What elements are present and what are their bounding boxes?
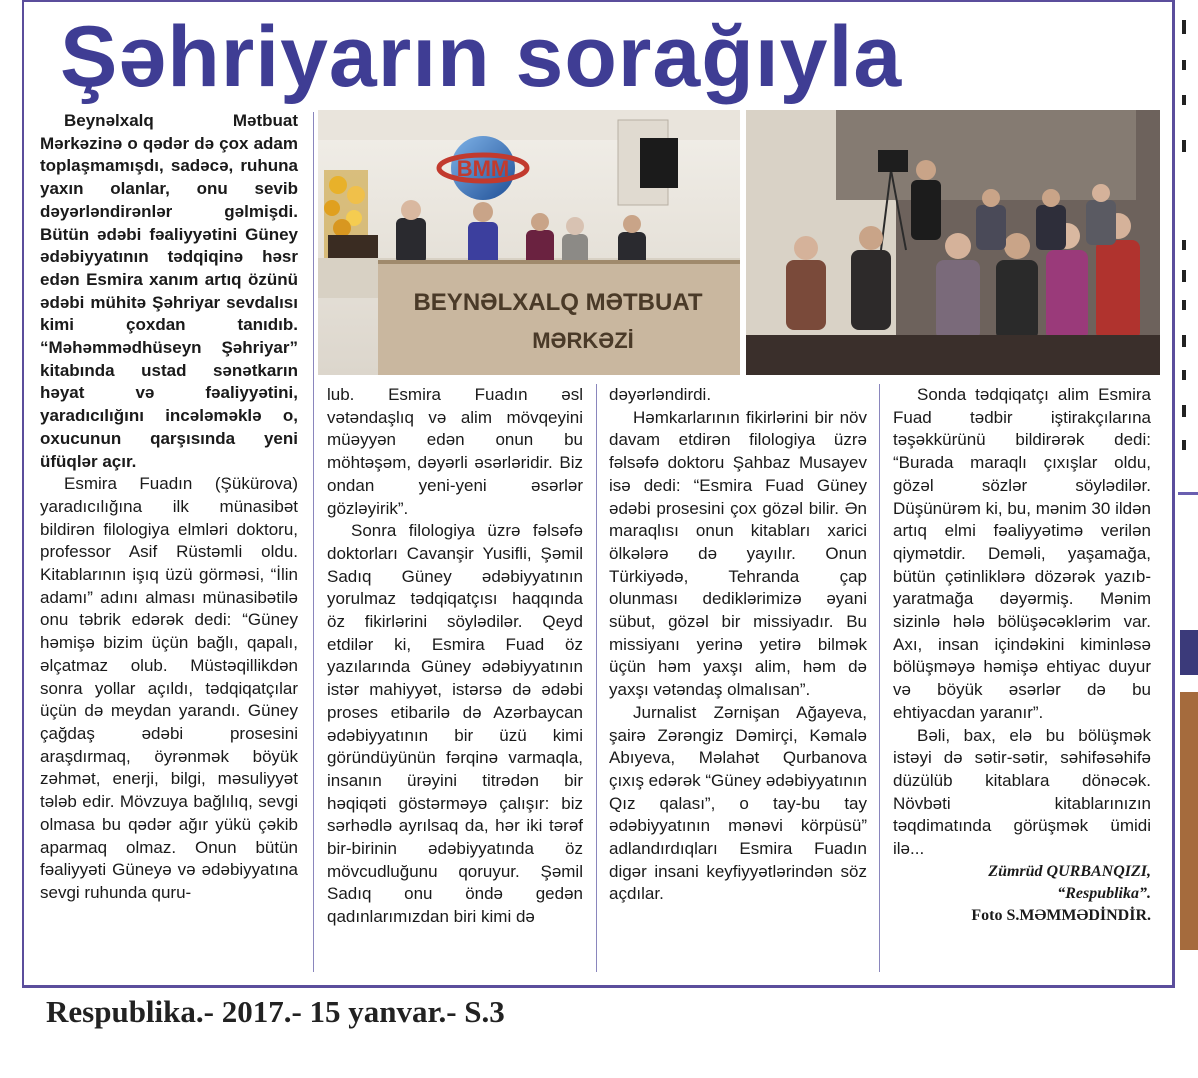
photo-credit: Foto S.MƏMMƏDİNDİR. <box>971 906 1151 924</box>
press-conference-photo <box>318 110 740 375</box>
article-column-4 <box>893 384 1151 927</box>
bottom-border <box>22 985 1175 988</box>
banner-line-2: MƏRKƏZİ <box>532 328 634 353</box>
column-divider <box>596 384 597 972</box>
article-column-1 <box>40 110 298 905</box>
source-citation: Respublika.- 2017.- 15 yanvar.- S.3 <box>46 994 505 1029</box>
column4-paragraph-1: Sonda tədqiqatçı alim Esmira Fuad tədbir iştirakçılarına təşəkkürünü bildirərək dedi: “Burada maraqlı çıxışlar oldu, gözəl sözlər söylədilər. Düşünürəm ki, bu, mənim 30 ildən artıq elmi fəaliyyətimə verilən qiymətdir. Deməli, yaşamağa, bütün çətinliklərə dözərək yazıb-yaratmağa dəyərmiş. Mənim sizinlə hələ bölüşəcəklərim var. Axı, insan içindəkini kiminləsə bölüşməyə həmişə ehtiyac duyur və böyük əsərlər də bu ehtiyacdan yaranır”. <box>893 385 1151 722</box>
article-lead: Beynəlxalq Mətbuat Mərkəzinə o qədər də çox adam toplaşmamışdı, sadəcə, ruhuna yaxın olanlar, onu sevib dəyərləndirənlər gəlmişdi. Bütün ədəbi fəaliyyətini Güney ədəbiyyatının tədqiqinə həsr edən Esmira xanım artıq özünü ədəbi mühitə Şəhriyar sevdalısı kimi çoxdan tanıdıb. “Məhəmmədhüseyn Şəhriyar” kitabında ustad sənətkarın həyat və fəaliyyətini, yaradıcılığını incələməklə o, oxucunun qarşısında yeni üfüqlər açır. <box>40 111 298 471</box>
right-border <box>1172 0 1175 985</box>
article-headline: Şəhriyarın sorağıyla <box>60 9 903 105</box>
column4-paragraph-2: Bəli, bax, elə bu bölüşmək istəyi də sətir-sətir, səhifəsəhifə düzülüb kitablara dönəcək. Növbəti kitablarınızın təqdimatında görüşmək ümidi ilə... <box>893 725 1151 859</box>
top-border <box>22 0 1175 2</box>
audience-photo <box>746 110 1160 375</box>
column3-paragraph-3: Jurnalist Zərnişan Ağayeva, şairə Zərəngiz Dəmirçi, Kəmalə Abıyeva, Məlahət Qurbanova çıxış edərək “Güney ədəbiyyatının Qız qalası”, o tay-bu tay ədəbiyyatının mənəvi körpüsü” adlandırdıqları Esmira Fuadın digər insani keyfiyyətlərindən söz açdılar. <box>609 702 867 904</box>
article-column-2 <box>327 384 583 929</box>
article-column-3 <box>609 384 867 906</box>
author-signature: Zümrüd QURBANQIZI, <box>988 862 1151 880</box>
banner-line-1: BEYNƏLXALQ MƏTBUAT <box>413 289 703 316</box>
column2-paragraph-2: Sonra filologiya üzrə fəlsəfə doktorları Cavanşir Yusifli, Şəmil Sadıq Güney ədəbiyyatının yorulmaz tədqiqatçısı haqqında öz fikirlərini söylədilər. Qeyd etdilər ki, Esmira Fuad öz yazılarında Güney ədəbiyyatının istər mahiyyət, istərsə də ədəbi proses etibarilə də Azərbaycan ədəbiyyatının bir üzü kimi göründüyünün fərqinə varmaqla, insanın ürəyini titrədən bir həqiqəti göstərməyə çalışır: biz sərhədlə ayrılsaq da, hər iki tərəf bir-birinin ədəbiyyatında öz mövcudluğunu qoruyur. Şəmil Sadıq onu öndə gedən qadınlarımızdan biri kimi də <box>327 521 583 927</box>
column3-paragraph-1: dəyərləndirdi. <box>609 385 712 404</box>
publication-signature: “Respublika”. <box>1057 884 1151 902</box>
adjacent-page-fragment <box>1178 0 1198 985</box>
bmm-logo-text: BMM <box>456 156 510 181</box>
left-border <box>22 0 24 985</box>
column2-paragraph-1: lub. Esmira Fuadın əsl vətəndaşlıq və alim mövqeyini müəyyən edən onun bu möhtəşəm, dəyərli əsərləridir. Biz ondan yeni-yeni əsərlər gözləyirik”. <box>327 385 583 518</box>
column1-paragraph: Esmira Fuadın (Şükürova) yaradıcılığına ilk münasibət bildirən filologiya elmləri doktoru, professor Asif Rüstəmli oldu. Kitablarının işıq üzü görməsi, “İlin adamı” adını alması münasibətilə onu təbrik edərək dedi: “Güney həmişə bizim üçün bağlı, qapalı, əlçatmaz olub. Müstəqillikdən sonra yollar açıldı, tədqiqatçılar üçün də meydan yarandı. Güney çağdaş ədəbi prosesini araşdırmaq, öyrənmək böyük zəhmət, enerji, bilgi, məsuliyyət tələb edir. Mövzuya bağlılıq, sevgi olmasa bu qədər ağır yükü çəkib aparmaq olmaz. Onun bütün fəaliyyəti Güneyə və ədəbiyyatına sevgi ruhunda quru- <box>40 474 298 902</box>
column-divider <box>313 112 314 972</box>
column3-paragraph-2: Həmkarlarının fikirlərini bir növ davam etdirən filologiya üzrə fəlsəfə doktoru Şahbaz Musayev isə dedi: “Esmira Fuad Güney ədəbi prosesini çox gözəl bilir. Ən maraqlısı onun kitabları xarici ölkələrə də yayılır. Onun Türkiyədə, Tehranda çap olunması dediklərimizə əyani sübut, gözəl bir missiyadır. Bu missiyanı yerinə yetirə bilmək üçün həm yaxşı alim, həm də yaxşı vətəndaş olmalısan”. <box>609 407 867 700</box>
column-divider <box>879 384 880 972</box>
